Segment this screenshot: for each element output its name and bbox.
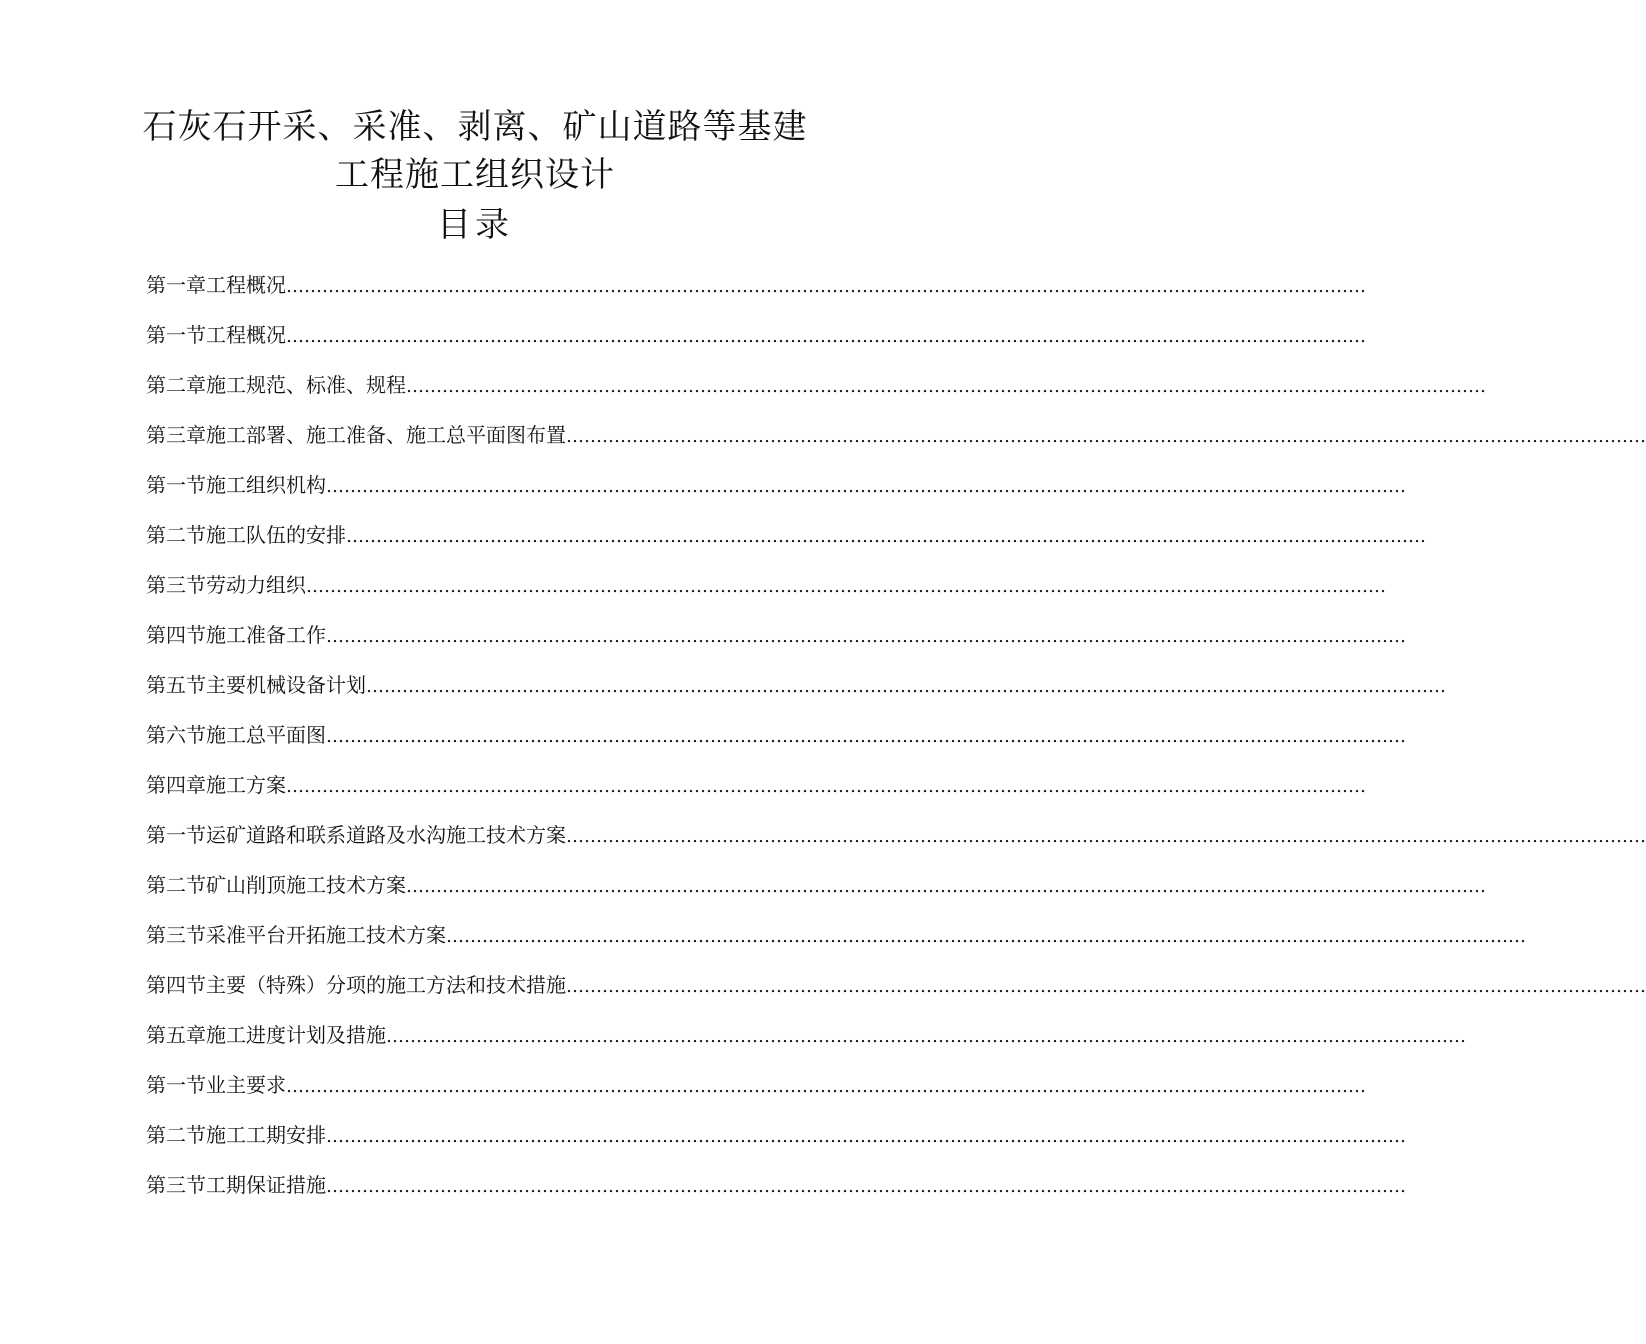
toc-entry-label: 第五节主要机械设备计划	[146, 673, 366, 697]
title-block	[0, 103, 950, 251]
toc-entry[interactable]	[146, 818, 1646, 868]
toc-dot-leader: ………………………………………………………………………………………………………………………………………………………………	[286, 326, 1366, 347]
toc-entry-label: 第三章施工部署、施工准备、施工总平面图布置	[146, 423, 566, 447]
toc-dot-leader: ………………………………………………………………………………………………………………………………………………………………	[566, 976, 1646, 997]
toc-entry-label: 第二节矿山削顶施工技术方案	[146, 873, 406, 897]
toc-dot-leader: ………………………………………………………………………………………………………………………………………………………………	[446, 926, 1526, 947]
toc-entry[interactable]	[146, 668, 1446, 718]
toc-entry[interactable]	[146, 768, 1366, 818]
toc-entry[interactable]	[146, 368, 1486, 418]
toc-entry-label: 第一节工程概况	[146, 323, 286, 347]
toc-entry-label: 第一节业主要求	[146, 1073, 286, 1097]
toc-entry-label: 第一节施工组织机构	[146, 473, 326, 497]
toc-entry[interactable]	[146, 718, 1406, 768]
toc-entry-label: 第三节工期保证措施	[146, 1173, 326, 1197]
document-title-line-2: 工程施工组织设计	[335, 155, 615, 195]
toc-entry[interactable]	[146, 1118, 1406, 1168]
toc-entry-label: 第六节施工总平面图	[146, 723, 326, 747]
toc-dot-leader: ………………………………………………………………………………………………………………………………………………………………	[566, 426, 1646, 447]
toc-dot-leader: ………………………………………………………………………………………………………………………………………………………………	[326, 1126, 1406, 1147]
toc-dot-leader: ………………………………………………………………………………………………………………………………………………………………	[286, 776, 1366, 797]
toc-entry[interactable]	[146, 618, 1406, 668]
toc-dot-leader: ………………………………………………………………………………………………………………………………………………………………	[346, 526, 1426, 547]
toc-entry[interactable]	[146, 1068, 1366, 1118]
toc-entry-label: 第二节施工工期安排	[146, 1123, 326, 1147]
toc-entry[interactable]	[146, 568, 1386, 618]
toc-heading: 目录	[437, 205, 513, 245]
table-of-contents	[146, 268, 1646, 1218]
toc-entry-label: 第二节施工队伍的安排	[146, 523, 346, 547]
toc-dot-leader: ………………………………………………………………………………………………………………………………………………………………	[306, 576, 1386, 597]
toc-entry-label: 第三节采准平台开拓施工技术方案	[146, 923, 446, 947]
document-title-line-1: 石灰石开采、采准、剥离、矿山道路等基建	[142, 107, 808, 147]
toc-entry-label: 第二章施工规范、标准、规程	[146, 373, 406, 397]
toc-dot-leader: ………………………………………………………………………………………………………………………………………………………………	[326, 626, 1406, 647]
toc-entry[interactable]	[146, 868, 1486, 918]
toc-dot-leader: ………………………………………………………………………………………………………………………………………………………………	[386, 1026, 1466, 1047]
toc-dot-leader: ………………………………………………………………………………………………………………………………………………………………	[286, 1076, 1366, 1097]
toc-entry[interactable]	[146, 918, 1526, 968]
toc-entry-label: 第四节主要（特殊）分项的施工方法和技术措施	[146, 973, 566, 997]
toc-entry[interactable]	[146, 418, 1646, 468]
toc-entry-label: 第三节劳动力组织	[146, 573, 306, 597]
toc-entry-label: 第五章施工进度计划及措施	[146, 1023, 386, 1047]
toc-entry[interactable]	[146, 1168, 1406, 1218]
toc-dot-leader: ………………………………………………………………………………………………………………………………………………………………	[326, 1176, 1406, 1197]
toc-entry[interactable]	[146, 968, 1646, 1018]
toc-dot-leader: ………………………………………………………………………………………………………………………………………………………………	[326, 476, 1406, 497]
toc-dot-leader: ………………………………………………………………………………………………………………………………………………………………	[286, 276, 1366, 297]
toc-entry-label: 第四节施工准备工作	[146, 623, 326, 647]
toc-dot-leader: ………………………………………………………………………………………………………………………………………………………………	[566, 826, 1646, 847]
toc-entry-label: 第一章工程概况	[146, 273, 286, 297]
toc-entry-label: 第一节运矿道路和联系道路及水沟施工技术方案	[146, 823, 566, 847]
toc-entry[interactable]	[146, 318, 1366, 368]
toc-dot-leader: ………………………………………………………………………………………………………………………………………………………………	[406, 876, 1486, 897]
toc-entry-label: 第四章施工方案	[146, 773, 286, 797]
toc-dot-leader: ………………………………………………………………………………………………………………………………………………………………	[406, 376, 1486, 397]
toc-entry[interactable]	[146, 268, 1366, 318]
toc-entry[interactable]	[146, 468, 1406, 518]
toc-dot-leader: ………………………………………………………………………………………………………………………………………………………………	[326, 726, 1406, 747]
toc-entry[interactable]	[146, 518, 1426, 568]
toc-dot-leader: ………………………………………………………………………………………………………………………………………………………………	[366, 676, 1446, 697]
toc-entry[interactable]	[146, 1018, 1466, 1068]
